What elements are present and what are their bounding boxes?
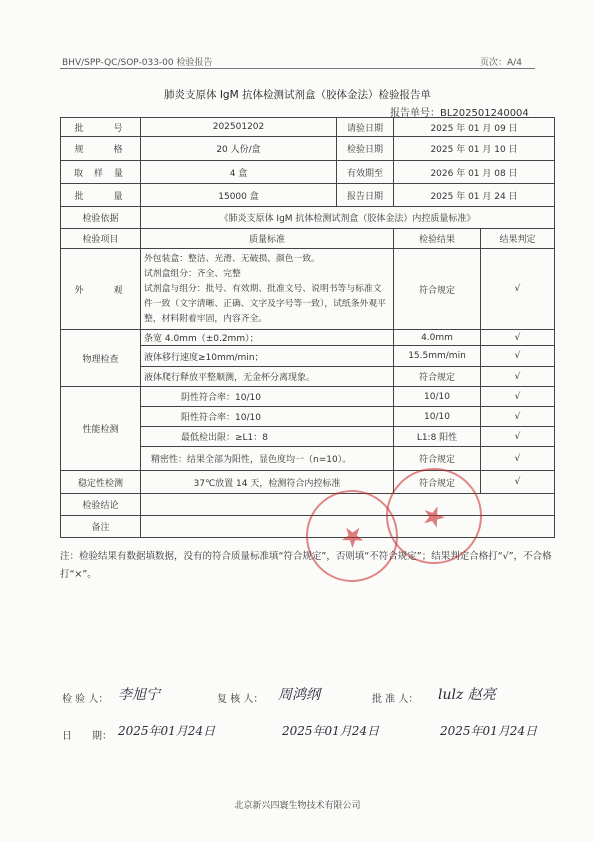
physical-judge: √	[481, 367, 555, 387]
reviewer-date: 2025年01月24日	[282, 724, 380, 738]
appearance-judge: √	[481, 249, 555, 330]
performance-judge: √	[481, 387, 555, 407]
info-label: 规 格	[61, 137, 141, 161]
column-header-row	[61, 229, 555, 249]
remark-label: 备注	[61, 516, 141, 538]
info-row	[61, 137, 555, 161]
performance-judge: √	[481, 447, 555, 471]
performance-row	[61, 387, 555, 407]
reviewer-label: 复 核 人：	[217, 694, 264, 705]
info-label-2: 有效期至	[337, 161, 394, 184]
info-value-2: 2025 年 01 月 10 日	[394, 137, 555, 161]
page-number: 页次：A/4	[480, 58, 522, 68]
stability-standard: 37℃放置 14 天，检测符合内控标准	[141, 471, 394, 494]
info-value: 4 盒	[141, 161, 337, 184]
appearance-result: 符合规定	[394, 249, 481, 330]
performance-result: L1:8 阳性	[394, 427, 481, 447]
physical-standard: 液体爬行释放平整顺测，无金杯分离现象。	[141, 367, 394, 387]
info-label: 取 样 量	[61, 161, 141, 184]
performance-label: 性能检测	[61, 387, 141, 471]
performance-judge: √	[481, 427, 555, 447]
report-number: 报告单号：BL202501240004	[390, 108, 529, 119]
info-value-2: 2026 年 01 月 08 日	[394, 161, 555, 184]
stability-result: 符合规定	[394, 471, 481, 494]
stability-label: 稳定性检测	[61, 471, 141, 494]
tester-date: 2025年01月24日	[118, 724, 216, 738]
performance-standard: 最低检出限：≥L1：8	[141, 427, 394, 447]
stability-row	[61, 471, 555, 494]
reviewer-signature: 周鸿纲	[278, 687, 320, 703]
physical-standard: 条宽 4.0mm（±0.2mm）；	[141, 330, 394, 346]
performance-standard: 阳性符合率：10/10	[141, 407, 394, 427]
physical-result: 符合规定	[394, 367, 481, 387]
col-header-item: 检验项目	[61, 229, 141, 249]
conclusion-label: 检验结论	[61, 494, 141, 516]
col-header-result: 检验结果	[394, 229, 481, 249]
info-label-2: 检验日期	[337, 137, 394, 161]
date-label: 日 期：	[62, 731, 112, 742]
info-value: 20 人份/盒	[141, 137, 337, 161]
performance-result: 符合规定	[394, 447, 481, 471]
physical-judge: √	[481, 330, 555, 346]
col-header-judge: 结果判定	[481, 229, 555, 249]
info-row	[61, 161, 555, 184]
footnote: 注：检验结果有数据填数据，没有的符合质量标准填“符合规定”，否则填“不符合规定”；结果判定合格打“√”，不合格打“×”。	[60, 551, 552, 580]
quality-seal-stamp: ★	[288, 472, 416, 600]
report-title: 肺炎支原体 IgM 抗体检测试剂盒（胶体金法）检验报告单	[164, 89, 431, 101]
performance-standard: 精密性：结果全部为阳性，显色度均一（n=10）。	[141, 447, 394, 471]
info-row	[61, 184, 555, 207]
physical-standard: 液体移行速度≥10mm/min；	[141, 346, 394, 367]
info-value: 15000 盒	[141, 184, 337, 207]
inspection-seal-stamp: ★	[372, 454, 495, 577]
physical-row	[61, 330, 555, 346]
appearance-row	[61, 249, 555, 330]
approver-date: 2025年01月24日	[440, 724, 538, 738]
performance-result: 10/10	[394, 407, 481, 427]
basis-label: 检验依据	[61, 207, 141, 229]
doc-code: BHV/SPP-QC/SOP-033-00 检验报告	[62, 58, 213, 68]
appearance-label: 外 观	[61, 249, 141, 330]
col-header-standard: 质量标准	[141, 229, 394, 249]
basis-row	[61, 207, 555, 229]
info-value-2: 2025 年 01 月 09 日	[394, 118, 555, 137]
stability-judge: √	[481, 471, 555, 494]
header-divider	[60, 68, 535, 69]
info-label-2: 请验日期	[337, 118, 394, 137]
tester-label: 检 验 人：	[62, 694, 109, 705]
basis-value: 《肺炎支原体 IgM 抗体检测试剂盒（胶体金法）内控质量标准》	[141, 207, 555, 229]
physical-result: 4.0mm	[394, 330, 481, 346]
info-value: 202501202	[141, 118, 337, 137]
performance-judge: √	[481, 407, 555, 427]
tester-signature: 李旭宁	[118, 687, 160, 703]
info-value-2: 2025 年 01 月 24 日	[394, 184, 555, 207]
info-label-2: 报告日期	[337, 184, 394, 207]
company-footer: 北京新兴四寰生物技术有限公司	[234, 801, 361, 811]
physical-label: 物理检查	[61, 330, 141, 387]
info-row	[61, 118, 555, 137]
approver-label: 批 准 人：	[372, 694, 419, 705]
inspection-table	[60, 117, 555, 538]
info-label: 批 量	[61, 184, 141, 207]
performance-standard: 阴性符合率：10/10	[141, 387, 394, 407]
physical-judge: √	[481, 346, 555, 367]
physical-result: 15.5mm/min	[394, 346, 481, 367]
performance-result: 10/10	[394, 387, 481, 407]
info-label: 批 号	[61, 118, 141, 137]
appearance-standard: 外包装盒：整洁、光滑、无破损、颜色一致。 试剂盒组分：齐全、完整 试剂盒与组分：批号、有效期、批准文号、说明书等与标准文件一致（文字清晰、正确、文字及字号等一致），试纸条外观平整，材料附着牢固，内容齐全。	[141, 249, 394, 330]
approver-signature: lulz 赵亮	[438, 687, 496, 703]
